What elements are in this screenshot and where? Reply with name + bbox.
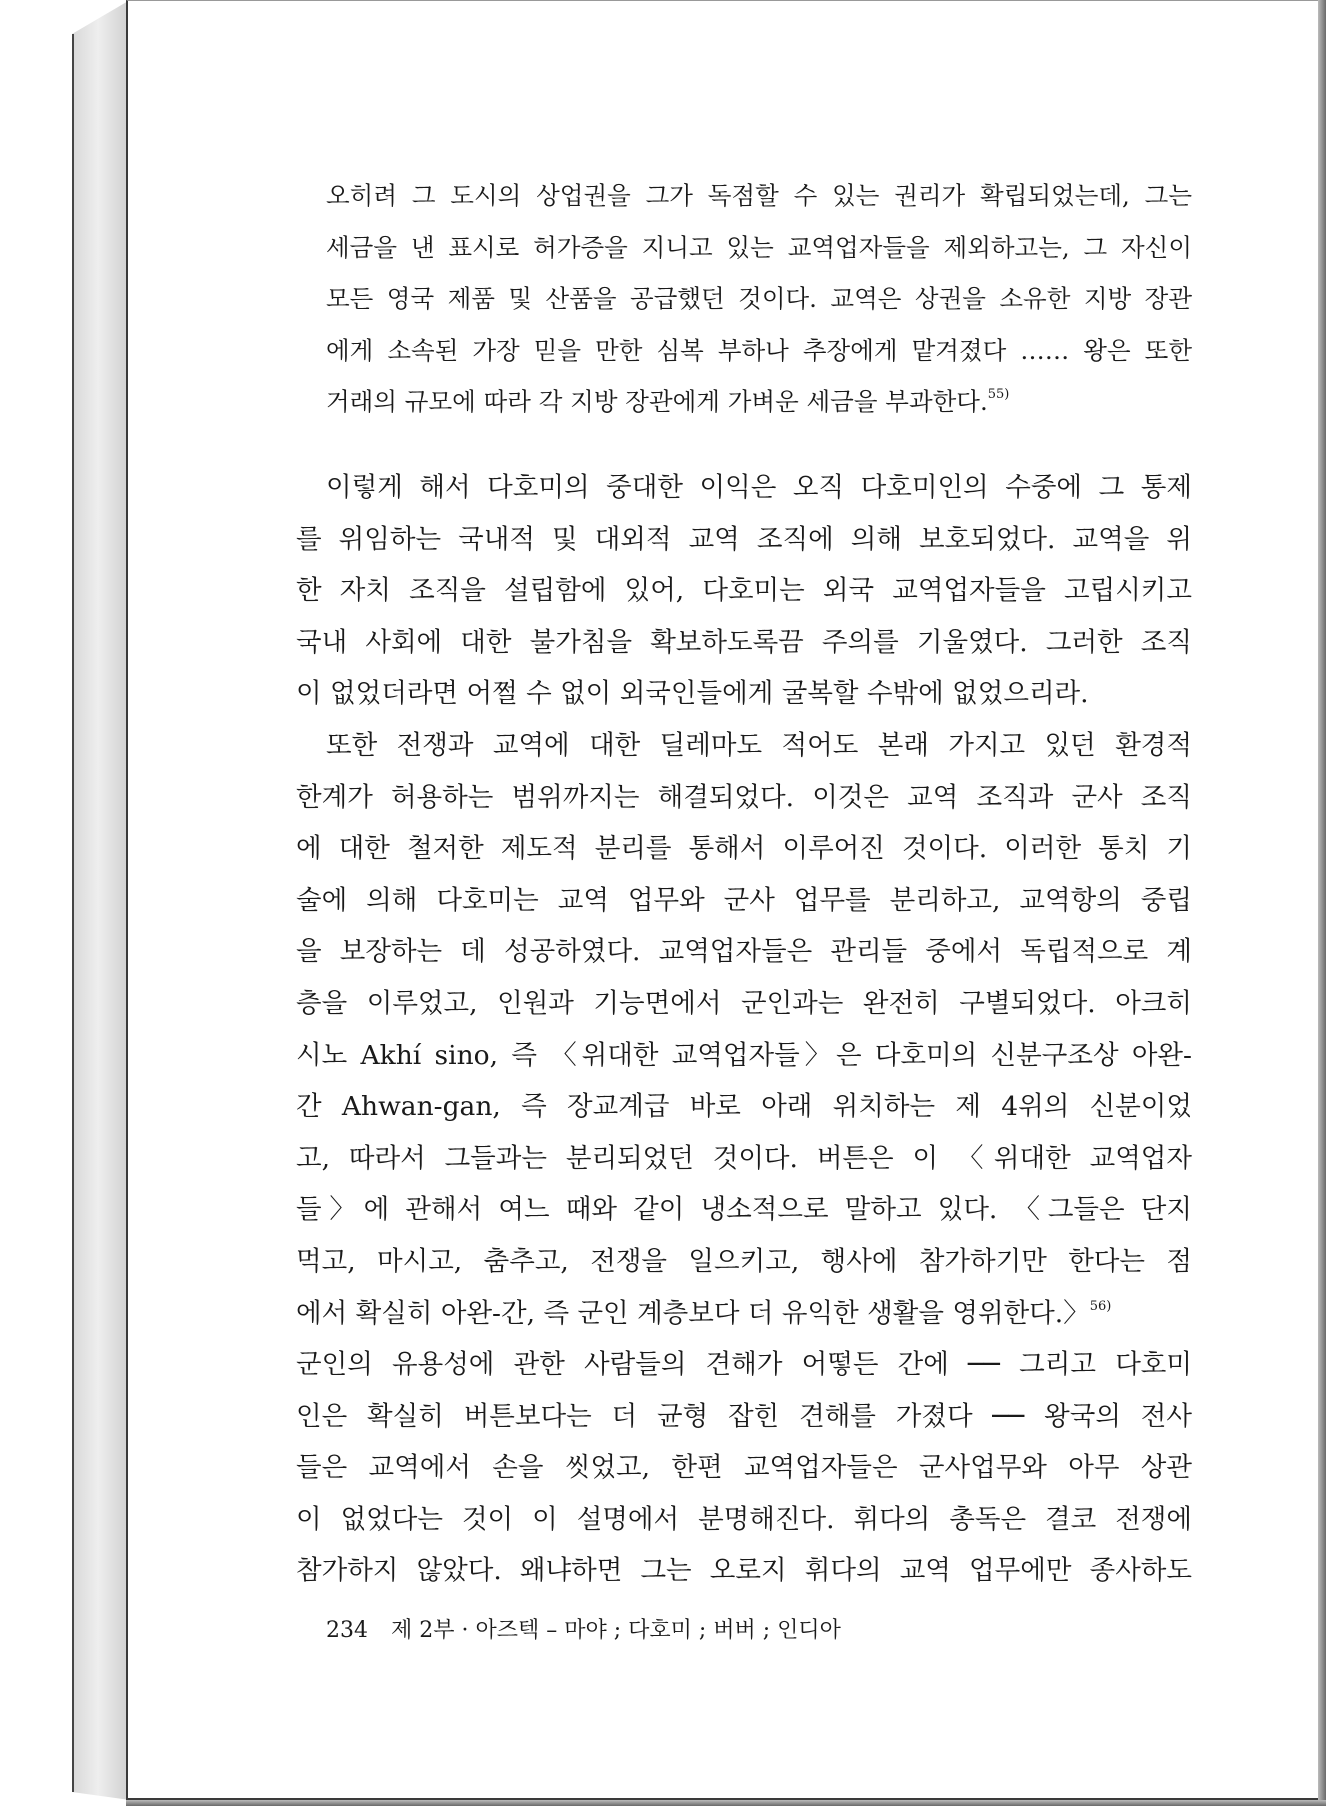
body-line: 술에 의해 다호미는 교역 업무와 군사 업무를 분리하고, 교역항의 중립: [296, 884, 1192, 916]
body-line: 를 위임하는 국내적 및 대외적 교역 조직에 의해 보호되었다. 교역을 위: [296, 523, 1192, 555]
page-bottom-shadow: [126, 1800, 1326, 1806]
quote-line-text: 거래의 규모에 따라 각 지방 장관에게 가벼운 세금을 부과한다.: [326, 387, 988, 416]
body-line: 한계가 허용하는 범위까지는 해결되었다. 이것은 교역 조직과 군사 조직: [296, 781, 1192, 813]
body-line: 인은 확실히 버튼보다는 더 균형 잡힌 견해를 가졌다 ── 왕국의 전사: [296, 1400, 1192, 1432]
body-line: 들은 교역에서 손을 씻었고, 한편 교역업자들은 군사업무와 아무 상관: [296, 1452, 1192, 1484]
body-line: 또한 전쟁과 교역에 대한 딜레마도 적어도 본래 가지고 있던 환경적: [326, 729, 1192, 761]
page-number: 234: [326, 1618, 368, 1643]
page-footer: [326, 1613, 841, 1644]
book-page-edge: [72, 0, 130, 1800]
body-line: 이 없었더라면 어쩔 수 없이 외국인들에게 굴복할 수밖에 없었으리라.: [296, 678, 1089, 710]
footnote-marker-56: 56): [1089, 1298, 1112, 1314]
body-text: [296, 462, 1192, 1597]
body-line: 참가하지 않았다. 왜냐하면 그는 오로지 휘다의 교역 업무에만 종사하도: [296, 1555, 1192, 1587]
body-line: 들〉에 관해서 여느 때와 같이 냉소적으로 말하고 있다. 〈그들은 단지: [296, 1194, 1192, 1226]
body-line: 한 자치 조직을 설립함에 있어, 다호미는 외국 교역업자들을 고립시키고: [296, 575, 1192, 607]
body-line: 이 없었다는 것이 이 설명에서 분명해진다. 휘다의 총독은 결코 전쟁에: [296, 1503, 1192, 1535]
body-line-text: 에서 확실히 아완-간, 즉 군인 계층보다 더 유익한 생활을 영위한다.〉: [296, 1297, 1090, 1329]
quote-line: 세금을 낸 표시로 허가증을 지니고 있는 교역업자들을 제외하고는, 그 자신이: [326, 232, 1192, 262]
body-line: 에 대한 철저한 제도적 분리를 통해서 이루어진 것이다. 이러한 통치 기: [296, 833, 1192, 865]
body-line: 군인의 유용성에 관한 사람들의 견해가 어떻든 간에 ── 그리고 다호미: [296, 1349, 1192, 1381]
quote-line: 오히려 그 도시의 상업권을 그가 독점할 수 있는 권리가 확립되었는데, 그는: [326, 181, 1192, 210]
body-line: 을 보장하는 데 성공하였다. 교역업자들은 관리들 중에서 독립적으로 계: [296, 936, 1192, 968]
body-line: 간 Ahwan-gan, 즉 장교계급 바로 아래 위치하는 제 4위의 신분이었: [296, 1091, 1192, 1123]
quote-line-last: [326, 376, 1192, 428]
body-line: 고, 따라서 그들과는 분리되었던 것이다. 버튼은 이 〈위대한 교역업자: [296, 1142, 1192, 1174]
page-right-shadow: [1318, 0, 1326, 1806]
running-head: 제 2부 · 아즈텍 – 마야 ; 다호미 ; 버버 ; 인디아: [391, 1618, 841, 1643]
body-line: 시노 Akhí sino, 즉 〈위대한 교역업자들〉은 다호미의 신분구조상 아완-: [296, 1039, 1192, 1071]
quote-line: 모든 영국 제품 및 산품을 공급했던 것이다. 교역은 상권을 소유한 지방 장관: [326, 284, 1192, 313]
footnote-marker-55: 55): [987, 387, 1010, 402]
book-edge-outline: [72, 34, 74, 1792]
body-line-with-footnote: [296, 1288, 1192, 1340]
body-line: 이렇게 해서 다호미의 중대한 이익은 오직 다호미인의 수중에 그 통제: [326, 472, 1192, 503]
block-quote: [326, 170, 1192, 428]
body-line: 층을 이루었고, 인원과 기능면에서 군인과는 완전히 구별되었다. 아크히: [296, 987, 1192, 1019]
body-line: 먹고, 마시고, 춤추고, 전쟁을 일으키고, 행사에 참가하기만 한다는 점: [296, 1245, 1192, 1277]
body-line: 국내 사회에 대한 불가침을 확보하도록끔 주의를 기울였다. 그러한 조직: [296, 626, 1192, 658]
quote-line: 에게 소속된 가장 믿을 만한 심복 부하나 추장에게 맡겨졌다 …… 왕은 또한: [326, 335, 1192, 365]
